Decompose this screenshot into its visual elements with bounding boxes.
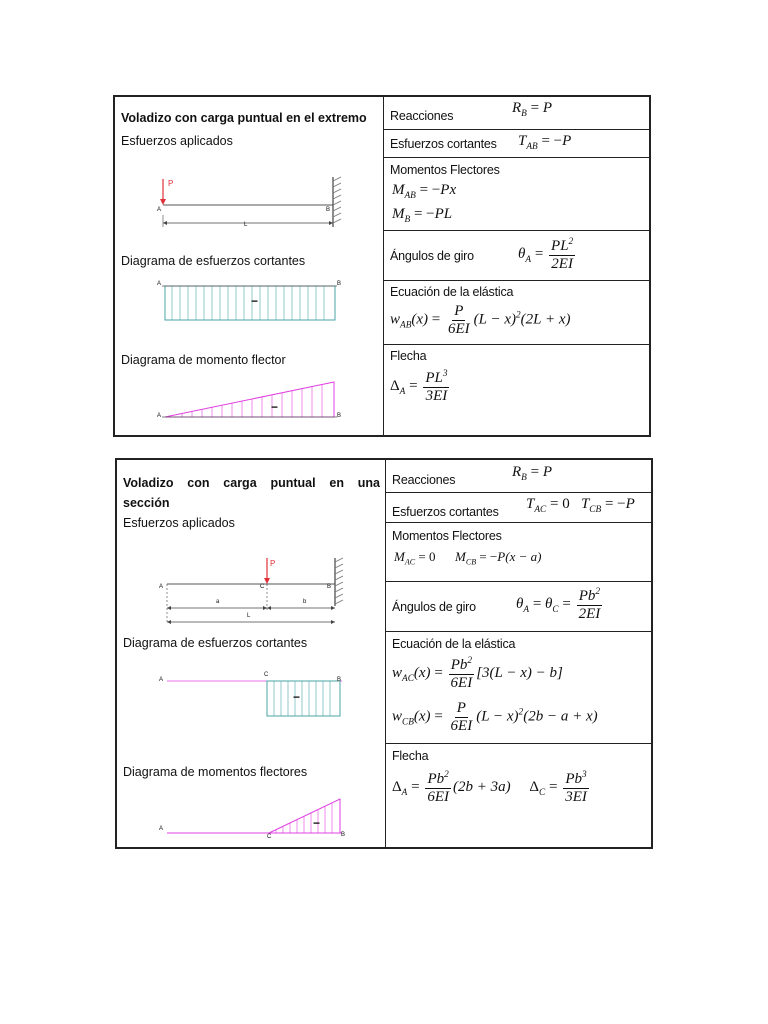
- moment-a-label: A: [157, 413, 162, 419]
- case-title: Voladizo con carga puntual en el extremo: [121, 111, 367, 125]
- applied-loads-title: Esfuerzos aplicados: [121, 134, 233, 148]
- deflection-row: [386, 744, 651, 849]
- angles-label: Ángulos de giro: [390, 249, 474, 263]
- shear-diagram-title: Diagrama de esfuerzos cortantes: [121, 254, 306, 268]
- segment-a-label: a: [216, 599, 220, 605]
- shear-c-label: C: [264, 672, 269, 678]
- shear-diagram: [162, 284, 337, 324]
- moments-label: Momentos Flectores: [392, 529, 502, 543]
- load-label: P: [168, 179, 174, 188]
- reactions-formula: $R_B = P$: [512, 100, 552, 119]
- diagram-panel: [115, 97, 384, 435]
- beam-case-card-2: [115, 458, 653, 849]
- shear-a-label: A: [159, 677, 164, 683]
- shear-label: Esfuerzos cortantes: [390, 137, 497, 151]
- shear-formula: $T_{AC} = 0$ $T_{CB} = -P$: [526, 496, 635, 515]
- elastic-row: [386, 632, 651, 744]
- shear-row: [384, 130, 649, 158]
- moment-ab-formula: $M_{AB} = -Px$: [392, 182, 457, 201]
- deflection-label: Flecha: [392, 749, 429, 763]
- elastic-formula-ac: $w_{AC}(x)$ = $\frac{Pb^2}{6EI}$ [3(L − x) − b]: [392, 656, 563, 691]
- length-label: L: [247, 613, 251, 619]
- elastic-label: Ecuación de la elástica: [392, 637, 516, 651]
- moments-row: [386, 523, 651, 582]
- shear-b-label: B: [337, 281, 342, 287]
- point-b-label: B: [326, 207, 331, 213]
- load-label: P: [270, 559, 276, 568]
- case-title-line-2: sección: [123, 496, 170, 510]
- shear-label: Esfuerzos cortantes: [392, 505, 499, 519]
- deflection-formula: $\Delta_A$ = $\frac{PL^3}{3EI}$: [390, 369, 448, 404]
- segment-b-label: b: [303, 599, 307, 605]
- moments-label: Momentos Flectores: [390, 163, 500, 177]
- elastic-row: [384, 281, 649, 345]
- reactions-formula: $R_B = P$: [512, 464, 552, 483]
- elastic-label: Ecuación de la elástica: [390, 285, 514, 299]
- moment-diagram-title: Diagrama de momentos flectores: [123, 765, 308, 779]
- reactions-row: [384, 97, 649, 130]
- point-a-label: A: [157, 207, 162, 213]
- moment-diagram: [162, 379, 337, 421]
- shear-formula: $T_{AB} = -P$: [518, 133, 572, 152]
- elastic-formula-cb: $w_{CB}(x)$ = $\frac{P}{6EI}$ $(L - x)^2(2b - a + x)$: [392, 700, 598, 734]
- deflection-row: [384, 345, 649, 437]
- formula-panel: [384, 97, 649, 435]
- shear-diagram-title: Diagrama de esfuerzos cortantes: [123, 636, 308, 650]
- angle-formula: $\theta_A = \theta_C$ = $\frac{Pb^2}{2EI}$: [516, 587, 601, 622]
- formula-panel: [386, 460, 651, 847]
- shear-sign: −: [293, 690, 301, 704]
- angles-label: Ángulos de giro: [392, 600, 476, 614]
- loading-diagram: [163, 558, 363, 630]
- point-a-label: A: [159, 584, 164, 590]
- reactions-label: Reacciones: [392, 473, 456, 487]
- shear-row: [386, 493, 651, 523]
- shear-b-label: B: [337, 677, 342, 683]
- moment-b-formula: $M_B = -PL$: [392, 206, 453, 225]
- angles-row: [384, 231, 649, 281]
- moments-row: [384, 158, 649, 231]
- moment-diagram-title: Diagrama de momento flector: [121, 353, 286, 367]
- moment-a-label: A: [159, 826, 164, 832]
- diagram-panel: [117, 460, 386, 847]
- moment-b-label: B: [341, 832, 346, 838]
- deflection-label: Flecha: [390, 349, 427, 363]
- loading-diagram: [155, 177, 355, 237]
- reactions-label: Reacciones: [390, 109, 454, 123]
- angle-formula: $\theta_A$ = $\frac{PL^2}{2EI}$: [518, 237, 574, 272]
- moment-sign: −: [313, 816, 321, 830]
- applied-loads-title: Esfuerzos aplicados: [123, 516, 235, 530]
- moment-c-label: C: [267, 834, 272, 840]
- length-label: L: [244, 222, 248, 228]
- reactions-row: [386, 460, 651, 493]
- moment-formulas: $M_{AC} = 0$ $M_{CB} = -P(x - a)$: [394, 549, 542, 567]
- point-b-label: B: [327, 584, 332, 590]
- elastic-formula: $w_{AB}(x)$ = $\frac{P}{6EI}$ $(L - x)^2(2L + x)$: [390, 303, 571, 337]
- angles-row: [386, 582, 651, 632]
- point-c-label: C: [260, 584, 265, 590]
- shear-sign: −: [251, 294, 259, 308]
- case-title-line-1: Voladizo con carga puntual en una: [123, 476, 380, 490]
- deflection-formulas: $\Delta_A$ = $\frac{Pb^2}{6EI}$ (2b + 3a) $\Delta_C$ = $\frac{Pb^3}{3EI}$: [392, 770, 587, 805]
- beam-case-card-1: [113, 95, 651, 437]
- moment-b-label: B: [337, 413, 342, 419]
- moment-sign: −: [271, 400, 279, 414]
- shear-diagram: [164, 678, 344, 720]
- shear-a-label: A: [157, 281, 162, 287]
